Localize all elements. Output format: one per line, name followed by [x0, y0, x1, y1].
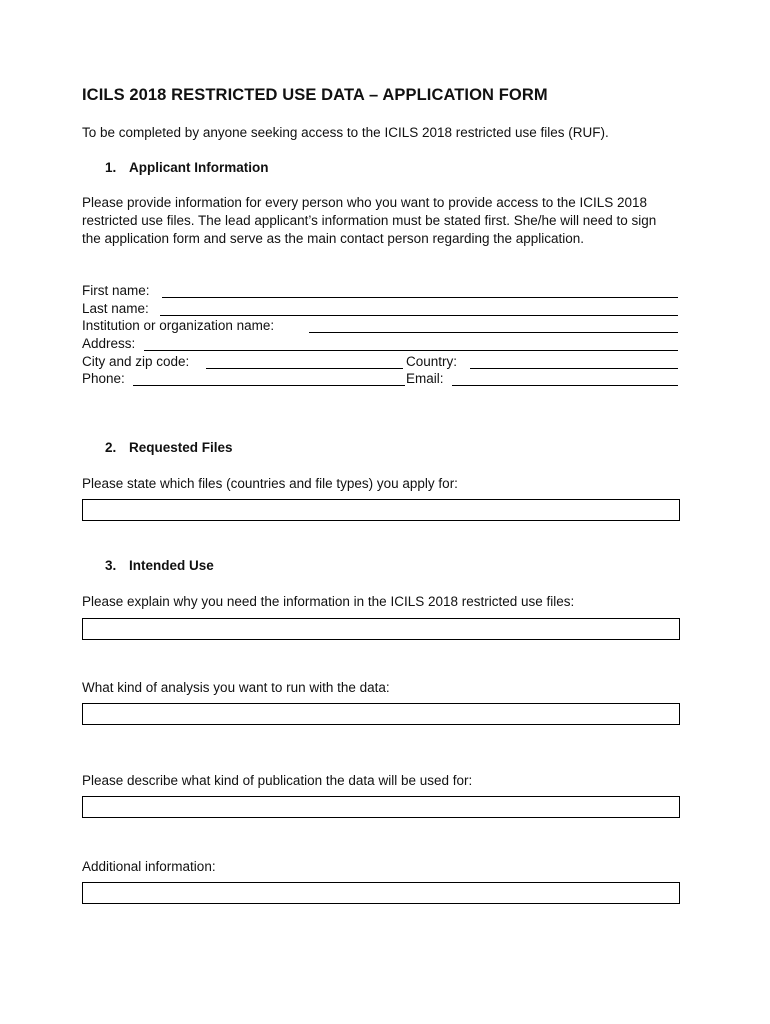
intended-use-why-input[interactable] — [82, 618, 680, 640]
address-label: Address: — [82, 336, 136, 351]
requested-files-input[interactable] — [82, 499, 680, 521]
section-2-number: 2. — [105, 440, 117, 455]
email-label: Email: — [406, 371, 444, 386]
city-zip-field[interactable] — [206, 368, 403, 369]
last-name-label: Last name: — [82, 301, 149, 316]
analysis-prompt: What kind of analysis you want to run with the data: — [82, 680, 390, 695]
section-1-title: Applicant Information — [129, 160, 269, 175]
section-3-title: Intended Use — [129, 558, 214, 573]
section-1-heading — [105, 160, 269, 175]
publication-prompt: Please describe what kind of publication the data will be used for: — [82, 773, 473, 788]
institution-label: Institution or organization name: — [82, 318, 275, 333]
country-label: Country: — [406, 354, 458, 369]
first-name-field[interactable] — [162, 297, 678, 298]
additional-info-prompt: Additional information: — [82, 859, 216, 874]
requested-files-prompt: Please state which files (countries and file types) you apply for: — [82, 476, 458, 491]
section-2-heading — [105, 440, 233, 455]
form-title: ICILS 2018 RESTRICTED USE DATA – APPLICATION FORM — [82, 86, 548, 104]
address-field[interactable] — [144, 350, 678, 351]
intro-text: To be completed by anyone seeking access to the ICILS 2018 restricted use files (RUF). — [82, 125, 609, 140]
section-2-title: Requested Files — [129, 440, 233, 455]
section-3-heading — [105, 558, 214, 573]
additional-info-input[interactable] — [82, 882, 680, 904]
first-name-label: First name: — [82, 283, 150, 298]
phone-label: Phone: — [82, 371, 125, 386]
analysis-input[interactable] — [82, 703, 680, 725]
section-3-number: 3. — [105, 558, 117, 573]
section-1-number: 1. — [105, 160, 117, 175]
phone-field[interactable] — [133, 385, 405, 386]
email-field[interactable] — [452, 385, 678, 386]
publication-input[interactable] — [82, 796, 680, 818]
intended-use-why-prompt: Please explain why you need the information in the ICILS 2018 restricted use files: — [82, 594, 575, 609]
country-field[interactable] — [470, 368, 678, 369]
institution-field[interactable] — [309, 332, 678, 333]
section-1-description: Please provide information for every person who you want to provide access to the ICILS 2018 restricted use files. The lead applicant’s information must be stated first. She/he will need to sign the application form and serve as the main contact person regarding the application. — [82, 195, 657, 246]
last-name-field[interactable] — [160, 315, 678, 316]
city-zip-label: City and zip code: — [82, 354, 190, 369]
